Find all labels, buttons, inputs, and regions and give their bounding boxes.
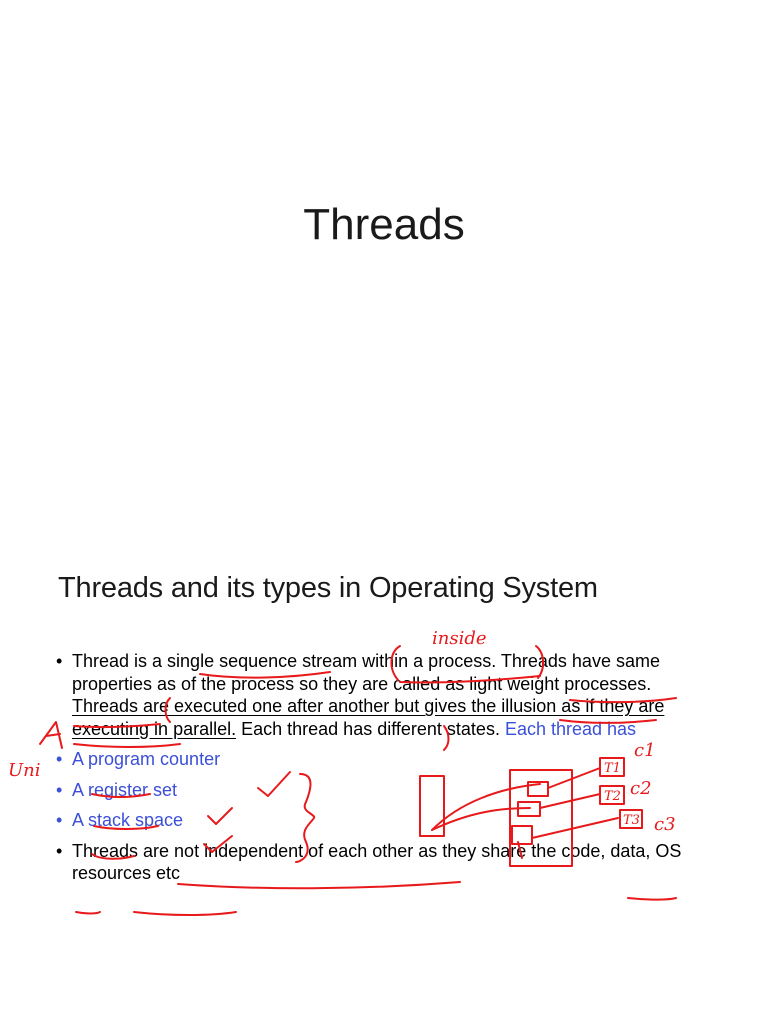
bullet-text-definition: Thread is a single sequence stream within a process. Threads have same properties as of the process so they are called as light weight processes. (72, 651, 660, 694)
ink-c1-label: c1 (634, 740, 656, 761)
ink-underline-data (76, 912, 100, 914)
bullet-shared-resources (56, 840, 696, 885)
bullet-thread-definition (56, 650, 696, 740)
ink-uni-label: Uni (8, 760, 41, 781)
bullet-text-each-thread-has: Each thread has (504, 718, 637, 739)
bullet-text-register-set: A register set (72, 779, 178, 800)
ink-t3-label: T3 (623, 813, 640, 828)
ink-underline-resources (134, 912, 236, 915)
slide-heading: Threads and its types in Operating System (58, 572, 598, 604)
bullet-text-states: Each thread has different states. (236, 718, 505, 739)
bullet-program-counter (56, 748, 696, 771)
slide-body (56, 650, 696, 885)
bullet-text-illusion: Threads are executed one after another but gives the illusion as if they are executing in parallel. (72, 696, 665, 739)
bullet-register-set (56, 779, 696, 802)
bullet-stack-space (56, 809, 696, 832)
ink-underline-code (628, 898, 676, 900)
slide-title: Threads (303, 200, 465, 249)
ink-t2-label: T2 (604, 789, 621, 804)
ink-c3-label: c3 (654, 814, 676, 835)
ink-inside-label: inside (432, 628, 487, 649)
ink-t1-label: T1 (604, 761, 621, 776)
bullet-text-shared-resources: Threads are not independent of each other as they share the code, data, OS resources etc (72, 840, 682, 883)
ink-c2-label: c2 (630, 778, 652, 799)
bullet-text-program-counter: A program counter (72, 749, 221, 769)
bullet-text-stack-space: A stack space (72, 810, 184, 830)
content-slide (0, 512, 768, 1024)
